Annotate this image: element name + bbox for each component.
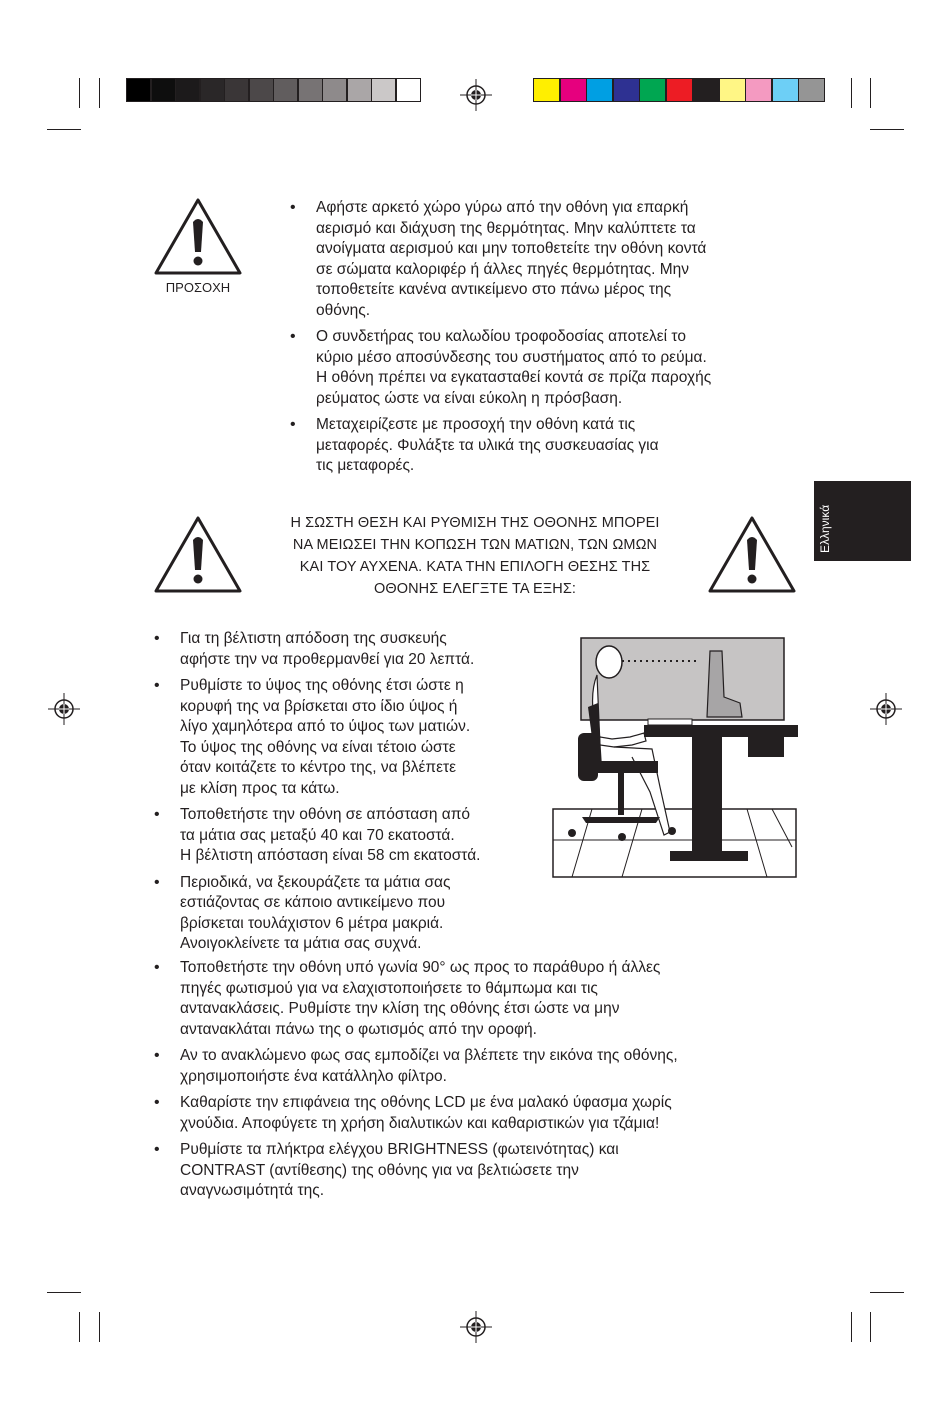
lighting-bullet-list [154,958,814,1208]
gray-swatch [175,78,200,102]
list-item: • Ρυθμίστε τα πλήκτρα ελέγχου BRIGHTNESS (φωτεινότητας) και CONTRAST (αντίθεσης) της οθόνης για να βελτιώσετε την αναγνωσιμότητά της. [154,1140,814,1202]
list-item: • Καθαρίστε την επιφάνεια της οθόνης LCD με ένα μαλακό ύφασμα χωρίς χνούδια. Αποφύγετε τη χρήση διαλυτικών και καθαριστικών για τζάμια! [154,1093,814,1134]
gray-swatch [396,78,421,102]
caution-heading: Η ΣΩΣΤΗ ΘΕΣΗ ΚΑΙ ΡΥΘΜΙΣΗ ΤΗΣ ΟΘΟΝΗΣ ΜΠΟΡΕΙ ΝΑ ΜΕΙΩΣΕΙ ΤΗΝ ΚΟΠΩΣΗ ΤΩΝ ΜΑΤΙΩΝ, ΤΩΝ ΩΜΩΝ ΚΑΙ ΤΟΥ ΑΥΧΕΝΑ. ΚΑΤΑ ΤΗΝ ΕΠΙΛΟΓΗ ΘΕΣΗΣ ΤΗΣ ΟΘΟΝΗΣ ΕΛΕΓΞΤΕ ΤΑ ΕΞΗΣ: [290,515,660,597]
list-item: • Τοποθετήστε την οθόνη σε απόσταση από τα μάτια σας μεταξύ 40 και 70 εκατοστά. Η βέλτιστη απόσταση είναι 58 cm εκατοστά. [154,805,554,867]
color-swatch [772,78,799,102]
list-item: • Τοποθετήστε την οθόνη υπό γωνία 90° ως προς το παράθυρο ή άλλες πηγές φωτισμού για να ελαχιστοποιήσετε το θάμπωμα και τις αντανακλάσεις. Ρυθμίστε την κλίση της οθόνης έτσι ώστε να μην αντανακλάται πάνω της ο φωτισμός από την οροφή. [154,958,814,1040]
color-swatch [745,78,772,102]
language-tab [814,481,911,561]
color-swatch [613,78,640,102]
warning-triangle-icon [152,514,244,596]
gray-swatch [249,78,274,102]
color-swatch [586,78,613,102]
list-item: • Για τη βέλτιστη απόδοση της συσκευής αφήστε την να προθερμανθεί για 20 λεπτά. [154,629,554,670]
registration-mark-icon [460,1311,492,1343]
warning-label: ΠΡΟΣΟΧΗ [165,280,231,295]
language-tab-label: Ελληνικά [818,504,832,553]
gray-swatch [298,78,323,102]
color-swatch [560,78,587,102]
gray-swatch [151,78,176,102]
gray-swatch [371,78,396,102]
registration-mark-icon [870,693,902,725]
color-swatch [719,78,746,102]
registration-mark-icon [48,693,80,725]
list-item: • Ρυθμίστε το ύψος της οθόνης έτσι ώστε η κορυφή της να βρίσκεται στο ίδιο ύψος ή λίγο χαμηλότερα από το ύψος των ματιών. Το ύψος της οθόνης να είναι τέτοιο ώστε όταν κοιτάζετε το κέντρο της, να βλέπετε με κλίση προς τα κάτω. [154,676,554,799]
gray-swatch [126,78,151,102]
list-item: • Αν το ανακλώμενο φως σας εμποδίζει να βλέπετε την εικόνα της οθόνης, χρησιμοποιήστε ένα κατάλληλο φίλτρο. [154,1046,814,1087]
list-item: • Ο συνδετήρας του καλωδίου τροφοδοσίας αποτελεί το κύριο μέσο αποσύνδεσης του συστήματος από το ρεύμα. Η οθόνη πρέπει να εγκατασταθεί κοντά σε πρίζα παροχής ρεύματος ώστε να είναι εύκολη η πρόσβαση. [290,327,810,409]
gray-swatch [224,78,249,102]
gray-swatch [273,78,298,102]
list-item: • Αφήστε αρκετό χώρο γύρω από την οθόνη για επαρκή αερισμό και διάχυση της θερμότητας. Μην καλύπτετε τα ανοίγματα αερισμού και μην τοποθετείτε την οθόνη κοντά σε σώματα καλοριφέρ ή άλλες πηγές θερμότητας. Μην τοποθετείτε κανένα αντικείμενο στο πάνω μέρος της οθόνης. [290,198,810,321]
color-swatch [533,78,560,102]
gray-swatch [200,78,225,102]
list-item: • Μεταχειρίζεστε με προσοχή την οθόνη κατά τις μεταφορές. Φυλάξτε τα υλικά της συσκευασίας για τις μεταφορές. [290,415,810,477]
warning-triangle-icon [152,196,244,278]
registration-mark-icon [460,79,492,111]
gray-swatch [322,78,347,102]
warning-bullet-list [290,198,810,483]
color-swatch [666,78,693,102]
color-swatch [692,78,719,102]
warning-triangle-icon [706,514,798,596]
color-swatch [639,78,666,102]
list-item: • Περιοδικά, να ξεκουράζετε τα μάτια σας εστιάζοντας σε κάποιο αντικείμενο που βρίσκεται τουλάχιστον 6 μέτρα μακριά. Ανοιγοκλείνετε τα μάτια σας συχνά. [154,873,554,955]
color-swatch [798,78,825,102]
ergonomics-bullet-list [154,629,554,961]
workstation-illustration [552,637,798,879]
gray-swatch [347,78,372,102]
